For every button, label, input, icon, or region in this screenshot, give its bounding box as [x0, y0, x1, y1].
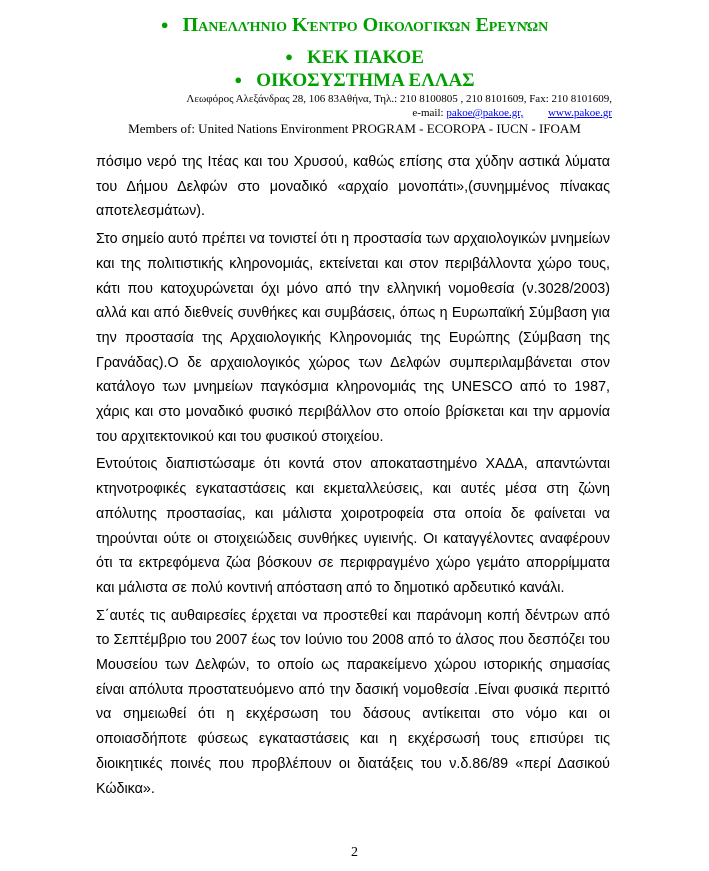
website-link[interactable]: www.pakoe.gr	[547, 107, 612, 119]
paragraph: Στο σημείο αυτό πρέπει να τονιστεί ότι η προστασία των αρχαιολογικών μνημείων και της πολιτιστικής κληρονομιάς, εκτείνεται και στον περιβάλλοντα χώρο τους, κάτι που κατοχυρώνεται όχι μόνο από την ελληνική νομοθεσία (ν.3028/2003) αλλά και από διεθνείς συνθήκες και συμβάσεις, όπως η Ευρωπαϊκή Σύμβαση για την προστασία της Αρχαιολογικής Κληρονομιάς της Ευρώπης (Σύμβαση της Γρανάδας).Ο δε αρχαιολογικός χώρος των Δελφών συμπεριλαμβάνεται στον κατάλογο των μνημείων παγκόσμια κληρονομιάς της UNESCO από το 1987, χάρις και στο μοναδικό φυσικό περιβάλλον στο οποίο βρίσκεται και την αρμονία του αρχιτεκτονικού και του φυσικού στοιχείου.	[96, 231, 610, 445]
bullet-icon: ●	[160, 17, 169, 32]
email-label: e-mail:	[412, 107, 444, 119]
contact-links	[112, 106, 612, 120]
org-name-line	[0, 14, 709, 36]
org-subtitle: ΚΕΚ ΠΑΚΟΕ	[306, 47, 424, 68]
bullet-icon: ●	[234, 72, 243, 87]
email-link[interactable]: pakoe@pakoe.gr,	[446, 107, 524, 119]
members-line: Members of: United Nations Environment PROGRAM - ECOROPA - IUCN - IFOAM	[128, 121, 581, 136]
paragraph: Εντούτοις διαπιστώσαμε ότι κοντά στον αποκαταστημένο ΧΑΔΑ, απαντώνται κτηνοτροφικές εγκαταστάσεις και εκμεταλλεύσεις, και αυτές μέσα στη ζώνη απόλυτης προστασίας, και μάλιστα χοιροτροφεία στα οποία δε φαίνεται να τηρούνται ούτε οι στοιχειώδεις συνθήκες υγιεινής. Οι καταγγέλοντες αναφέρουν ότι τα εκτρεφόμενα ζώα βόσκουν σε περιφραγμένο χώρο γεμάτο απορρίμματα και μάλιστα σε πολύ κοντινή απόσταση από το δημοτικό αρδευτικό κανάλι.	[96, 456, 610, 596]
contact-block	[112, 92, 612, 120]
org-name: Πανελλήνιο Κέντρο Οικολογικών Ερευνών	[182, 14, 549, 36]
page-number: 2	[351, 845, 358, 860]
org-network: ΟΙΚΟΣΥΣΤΗΜΑ ΕΛΛΑΣ	[256, 70, 475, 91]
address-line: Λεωφόρος Αλεξάνδρας 28, 106 83Αθήνα, Τηλ.: 210 8100805 , 210 8101609, Fax: 210 8101609,	[186, 93, 612, 105]
paragraph: πόσιμο νερό της Ιτέας και του Χρυσού, καθώς επίσης στα χύδην αστικά λύματα του Δήμου Δελφών στο μοναδικό «αρχαίο μονοπάτι»,(συνημμένος πίνακας αποτελεσμάτων).	[96, 154, 610, 220]
body-text	[96, 150, 610, 804]
paragraph: Σ΄αυτές τις αυθαιρεσίες έρχεται να προστεθεί και παράνομη κοπή δέντρων από το Σεπτέμβριο του 2007 έως τον Ιούνιο του 2008 από το άλσος που δεσπόζει του Μουσείου των Δελφών, το οποίο ως παρακείμενο χώρου ιστορικής σημασίας είναι απόλυτα προστατευόμενο από την δασική νομοθεσία .Είναι φυσικά περιττό να σημειωθεί ότι η εκχέρσωση του δάσους αντίκειται στο νόμο και οι οποιασδήποτε φύσεως εγκαταστάσεις και η εκχέρσωσή τους επισύρει τις διοικητικές ποινές που προβλέπουν οι διατάξεις του ν.δ.86/89 «περί Δασικού Κώδικα».	[96, 607, 610, 797]
org-network-line	[0, 69, 709, 92]
org-subtitle-line	[0, 46, 709, 69]
bullet-icon: ●	[285, 49, 293, 64]
